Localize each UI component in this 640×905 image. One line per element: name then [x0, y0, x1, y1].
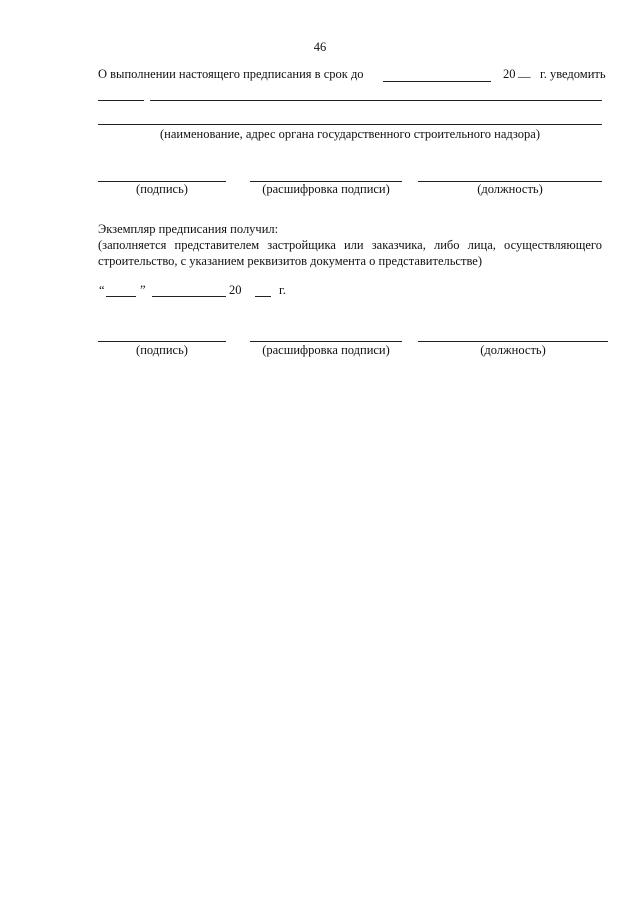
decoding-label-1: (расшифровка подписи)	[262, 182, 390, 196]
receipt-title: Экземпляр предписания получил:	[98, 222, 279, 236]
date-year-suffix: г.	[279, 283, 286, 297]
authority-line-1b[interactable]	[150, 100, 602, 101]
date-day-field[interactable]	[106, 296, 136, 297]
date-year-prefix: 20	[229, 283, 242, 297]
authority-caption: (наименование, адрес органа государственного строительного надзора)	[159, 127, 541, 141]
position-label-2: (должность)	[480, 343, 546, 357]
date-year-field[interactable]	[255, 296, 271, 297]
authority-line-2[interactable]	[98, 124, 602, 125]
page-number: 46	[313, 40, 327, 54]
notice-suffix: г. уведомить	[540, 67, 606, 81]
signature-line-2[interactable]	[98, 341, 226, 342]
decoding-line-2[interactable]	[250, 341, 402, 342]
receipt-note-line-2: строительство, с указанием реквизитов документа о представительстве)	[98, 254, 482, 268]
decoding-label-2: (расшифровка подписи)	[262, 343, 390, 357]
authority-line-1a[interactable]	[98, 100, 144, 101]
notice-year-blank: __	[518, 65, 531, 79]
date-close-quote: ”	[140, 283, 146, 297]
notice-prefix: О выполнении настоящего предписания в срок до	[98, 67, 364, 81]
position-line-2[interactable]	[418, 341, 608, 342]
notice-year-prefix: 20	[503, 67, 516, 81]
signature-label-2: (подпись)	[136, 343, 188, 357]
signature-label-1: (подпись)	[136, 182, 188, 196]
receipt-note-line-1: (заполняется представителем застройщика или заказчика, либо лица, осуществляющего	[98, 238, 602, 252]
position-label-1: (должность)	[477, 182, 543, 196]
deadline-date-field[interactable]	[383, 81, 491, 82]
date-month-field[interactable]	[152, 296, 226, 297]
date-open-quote: “	[99, 283, 105, 297]
